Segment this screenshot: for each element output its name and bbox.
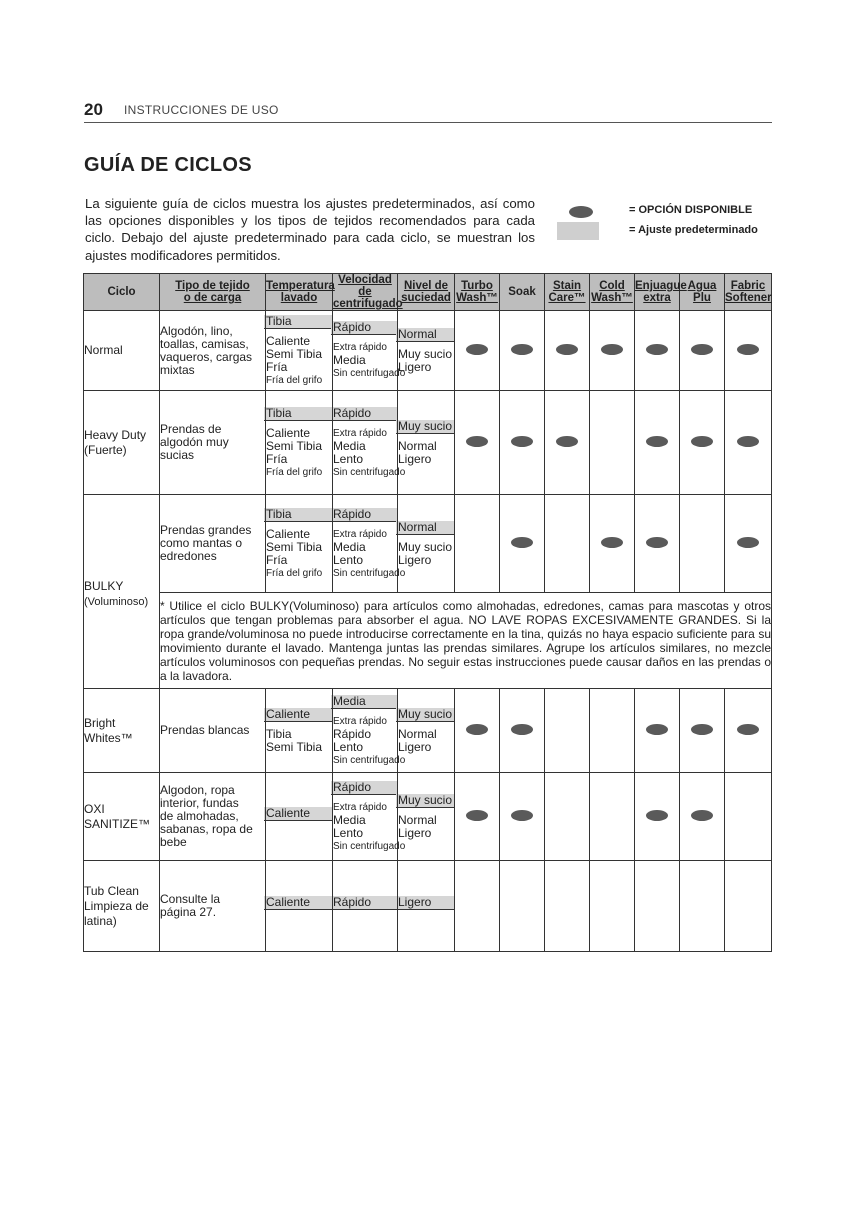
available-option-dot-icon <box>511 436 533 447</box>
setting-option: Fría <box>266 359 288 374</box>
fabric-type <box>160 391 266 495</box>
setting-option: Sin centrifugado <box>333 368 406 379</box>
setting-option: Tibia <box>266 726 292 741</box>
available-option-dot-icon <box>646 344 668 355</box>
table-header-row <box>84 274 772 311</box>
option-fabric-softener <box>725 773 772 861</box>
option-stain-care <box>545 495 590 593</box>
fabric-line: edredones <box>160 549 217 563</box>
fabric-line: sabanas, ropa de <box>160 822 253 836</box>
setting-option: Media <box>333 353 366 367</box>
available-option-dot-icon <box>466 724 488 735</box>
default-setting-swatch <box>557 222 599 240</box>
option-water-plus <box>680 495 725 593</box>
bulky-warning-note: * Utilice el ciclo BULKY(Voluminoso) para artículos como almohadas, edredones, camas para mascotas y otros artículos que tengan problemas para absorber el agua. NO LAVE ROPAS EXCESIVAMENTE GRANDES. Si la ropa grande/voluminosa no puede introducirse correctamente en la tina, quizás no haya espacio suficiente para su movimiento durante el lavado. Mantenga juntas las prendas similares. Agrupe los artículos similares, no mezcle artículos voluminosos con pequeñas prendas. No seguir estas instrucciones puede causar daños en las prendas o a la lavadora. <box>160 593 772 689</box>
table-row <box>84 311 772 391</box>
available-option-dot-icon <box>691 344 713 355</box>
available-option-dot-icon <box>511 810 533 821</box>
setting-option: Lento <box>333 739 364 754</box>
available-option-dot-icon <box>691 810 713 821</box>
fabric-line: sucias <box>160 448 195 462</box>
fabric-line: de almohadas, <box>160 809 239 823</box>
default-setting: Tibia <box>264 315 332 329</box>
soil-level-list <box>398 689 455 773</box>
spin-speed-list <box>333 391 406 495</box>
available-option-dot-icon <box>601 344 623 355</box>
temperature-list <box>266 773 333 861</box>
cycle-name: OXI SANITIZE™ <box>84 773 160 861</box>
default-setting: Muy sucio <box>398 706 453 721</box>
available-option-dot-icon <box>691 436 713 447</box>
default-setting: Normal <box>396 328 454 342</box>
fabric-line: vaqueros, cargas <box>160 349 253 364</box>
header-cycle: Ciclo <box>84 274 160 311</box>
legend <box>557 200 782 246</box>
default-setting: Ligero <box>396 896 454 910</box>
setting-option: Ligero <box>398 552 432 567</box>
fabric-type <box>160 495 266 593</box>
default-setting: Rápido <box>331 321 397 335</box>
option-stain-care <box>545 391 590 495</box>
available-option-dot-icon <box>569 206 593 218</box>
table-row <box>84 861 772 952</box>
setting-option: Normal <box>398 812 437 827</box>
setting-option: Extra rápido <box>333 342 387 353</box>
setting-option: Caliente <box>266 425 311 440</box>
fabric-line: Prendas blancas <box>160 723 250 737</box>
header-soil-level: Nivel de suciedad <box>398 274 455 311</box>
default-setting: Caliente <box>264 807 332 821</box>
available-option-dot-icon <box>466 344 488 355</box>
option-cold-wash <box>590 495 635 593</box>
option-stain-care <box>545 689 590 773</box>
soil-level-list <box>398 861 455 952</box>
spin-speed-list <box>333 689 406 773</box>
option-stain-care <box>545 861 590 952</box>
fabric-line: Consulte la <box>160 892 221 906</box>
header-cold-wash: Cold Wash™ <box>590 274 635 311</box>
table-row <box>84 773 772 861</box>
fabric-line: Prendas de <box>160 422 222 436</box>
option-soak <box>500 391 545 495</box>
fabric-line: mixtas <box>160 362 195 377</box>
option-cold-wash <box>590 861 635 952</box>
setting-option: Ligero <box>398 825 432 840</box>
setting-option: Semi Tibia <box>266 438 323 453</box>
setting-option: Muy sucio <box>398 346 453 361</box>
fabric-type <box>160 861 266 952</box>
header-fabric-softener: Fabric Softener <box>725 274 772 311</box>
header-turbo-wash: Turbo Wash™ <box>455 274 500 311</box>
option-turbo-wash <box>455 773 500 861</box>
temperature-list <box>266 495 333 593</box>
setting-option: Fría del grifo <box>266 567 323 579</box>
setting-option: Extra rápido <box>333 801 387 813</box>
fabric-type <box>160 689 266 773</box>
option-soak <box>500 311 545 391</box>
setting-option: Ligero <box>398 359 432 374</box>
available-option-dot-icon <box>646 724 668 735</box>
cycle-name: Bright Whites™ <box>84 689 160 773</box>
setting-option: Sin centrifugado <box>333 567 406 579</box>
cycle-name: Heavy Duty (Fuerte) <box>84 391 160 495</box>
table-row <box>84 689 772 773</box>
soil-level-list <box>398 773 455 861</box>
option-extra-rinse <box>635 689 680 773</box>
available-option-dot-icon <box>646 810 668 821</box>
option-soak <box>500 773 545 861</box>
header-fabric: Tipo de tejido o de carga <box>160 274 266 311</box>
setting-option: Sin centrifugado <box>333 754 406 766</box>
option-extra-rinse <box>635 495 680 593</box>
spin-speed-list <box>333 495 406 593</box>
setting-option: Ligero <box>398 451 432 466</box>
setting-option: Semi Tibia <box>266 539 323 554</box>
setting-option: Sin centrifugado <box>333 466 406 478</box>
option-extra-rinse <box>635 311 680 391</box>
option-fabric-softener <box>725 391 772 495</box>
setting-option: Semi Tibia <box>266 346 323 361</box>
soil-level-list <box>398 311 455 391</box>
fabric-line: interior, fundas <box>160 796 239 810</box>
setting-option: Lento <box>333 451 364 466</box>
option-cold-wash <box>590 773 635 861</box>
header-extra-rinse: Enjuague extra <box>635 274 680 311</box>
default-setting: Normal <box>396 521 454 535</box>
fabric-line: página 27. <box>160 905 217 919</box>
setting-option: Caliente <box>266 333 311 348</box>
legend-default-label: = Ajuste predeterminado <box>629 224 758 236</box>
fabric-line: Prendas grandes <box>160 523 252 537</box>
table-row <box>84 495 772 593</box>
default-setting: Caliente <box>264 896 332 910</box>
fabric-line: como mantas o <box>160 536 243 550</box>
cycle-name: Normal <box>84 311 160 391</box>
option-fabric-softener <box>725 495 772 593</box>
setting-option: Media <box>333 438 366 453</box>
setting-option: Caliente <box>266 526 311 541</box>
setting-option: Fría del grifo <box>266 374 323 386</box>
setting-option: Extra rápido <box>333 715 387 727</box>
header-spin-speed: Velocidad de centrifugado <box>333 274 403 310</box>
header-soak: Soak <box>500 274 545 311</box>
option-stain-care <box>545 311 590 391</box>
option-fabric-softener <box>725 311 772 391</box>
fabric-line: bebe <box>160 835 187 849</box>
option-extra-rinse <box>635 861 680 952</box>
setting-option: Normal <box>398 438 437 453</box>
available-option-dot-icon <box>737 344 759 355</box>
bulky-note-row <box>84 593 772 689</box>
header-temperature: Temperatura lavado <box>266 274 333 311</box>
default-setting: Caliente <box>264 708 332 722</box>
fabric-type <box>160 773 266 861</box>
option-soak <box>500 689 545 773</box>
setting-option: Fría <box>266 552 288 567</box>
option-water-plus <box>680 689 725 773</box>
option-water-plus <box>680 311 725 391</box>
fabric-type <box>160 311 266 391</box>
header-stain-care: Stain Care™ <box>545 274 590 311</box>
fabric-line: Algodon, ropa <box>160 783 235 797</box>
option-stain-care <box>545 773 590 861</box>
setting-option: Ligero <box>398 739 432 754</box>
option-water-plus <box>680 773 725 861</box>
page-number: 20 <box>84 100 103 119</box>
option-turbo-wash <box>455 689 500 773</box>
default-setting: Tibia <box>264 407 332 421</box>
temperature-list <box>266 689 333 773</box>
fabric-line: Algodón, lino, <box>160 323 233 338</box>
temperature-list <box>266 391 333 495</box>
option-water-plus <box>680 391 725 495</box>
legend-available-label: = OPCIÓN DISPONIBLE <box>629 204 753 216</box>
setting-option: Extra rápido <box>333 528 387 540</box>
intro-paragraph: La siguiente guía de ciclos muestra los ajustes predeterminados, así como las opciones disponibles y los tipos de tejidos recomendados para cada ciclo. Debajo del ajuste predeterminado para cada ciclo, se muestran los ajustes modificadores permitidos. <box>85 196 535 263</box>
setting-option: Rápido <box>333 726 372 741</box>
option-soak <box>500 861 545 952</box>
page-title: GUÍA DE CICLOS <box>84 154 252 176</box>
available-option-dot-icon <box>556 344 578 355</box>
available-option-dot-icon <box>556 436 578 447</box>
option-extra-rinse <box>635 391 680 495</box>
soil-level-list <box>398 391 455 495</box>
default-setting: Media <box>331 695 397 709</box>
available-option-dot-icon <box>601 537 623 548</box>
default-setting: Muy sucio <box>398 792 453 807</box>
fabric-line: algodón muy <box>160 435 229 449</box>
spin-speed-list <box>333 311 406 391</box>
setting-option: Extra rápido <box>333 427 387 439</box>
option-cold-wash <box>590 391 635 495</box>
available-option-dot-icon <box>737 724 759 735</box>
fabric-line: toallas, camisas, <box>160 336 249 351</box>
cycle-guide-table <box>83 273 772 952</box>
setting-option: Lento <box>333 825 364 840</box>
option-turbo-wash <box>455 391 500 495</box>
available-option-dot-icon <box>646 436 668 447</box>
page-header <box>84 100 772 123</box>
setting-option: Normal <box>398 726 437 741</box>
available-option-dot-icon <box>737 537 759 548</box>
temperature-list <box>266 861 333 952</box>
temperature-list <box>266 311 333 391</box>
setting-option: Fría del grifo <box>266 466 323 478</box>
available-option-dot-icon <box>691 724 713 735</box>
default-setting: Rápido <box>331 407 397 421</box>
setting-option: Muy sucio <box>398 539 453 554</box>
soil-level-list <box>398 495 455 593</box>
setting-option: Media <box>333 539 366 554</box>
header-water-plus: Agua Plu <box>680 274 725 311</box>
option-water-plus <box>680 861 725 952</box>
default-setting: Tibia <box>264 508 332 522</box>
spin-speed-list <box>333 773 406 861</box>
default-setting: Rápido <box>331 896 397 910</box>
cycle-name: Tub Clean Limpieza de latina) <box>84 861 160 952</box>
option-cold-wash <box>590 311 635 391</box>
option-extra-rinse <box>635 773 680 861</box>
setting-option: Semi Tibia <box>266 739 323 754</box>
option-turbo-wash <box>455 495 500 593</box>
default-setting: Rápido <box>331 508 397 522</box>
setting-option: Lento <box>333 552 364 567</box>
available-option-dot-icon <box>511 724 533 735</box>
available-option-dot-icon <box>466 810 488 821</box>
setting-option: Media <box>333 812 366 827</box>
option-turbo-wash <box>455 311 500 391</box>
option-cold-wash <box>590 689 635 773</box>
default-setting: Muy sucio <box>398 418 453 433</box>
option-fabric-softener <box>725 689 772 773</box>
available-option-dot-icon <box>466 436 488 447</box>
default-setting: Rápido <box>331 781 397 795</box>
available-option-dot-icon <box>737 436 759 447</box>
table-row <box>84 391 772 495</box>
available-option-dot-icon <box>511 537 533 548</box>
available-option-dot-icon <box>511 344 533 355</box>
section-title: INSTRUCCIONES DE USO <box>124 103 279 117</box>
setting-option: Fría <box>266 451 288 466</box>
option-soak <box>500 495 545 593</box>
option-fabric-softener <box>725 861 772 952</box>
cycle-name: BULKY (Voluminoso) <box>84 495 160 689</box>
available-option-dot-icon <box>646 537 668 548</box>
setting-option: Sin centrifugado <box>333 840 406 852</box>
option-turbo-wash <box>455 861 500 952</box>
spin-speed-list <box>333 861 398 952</box>
